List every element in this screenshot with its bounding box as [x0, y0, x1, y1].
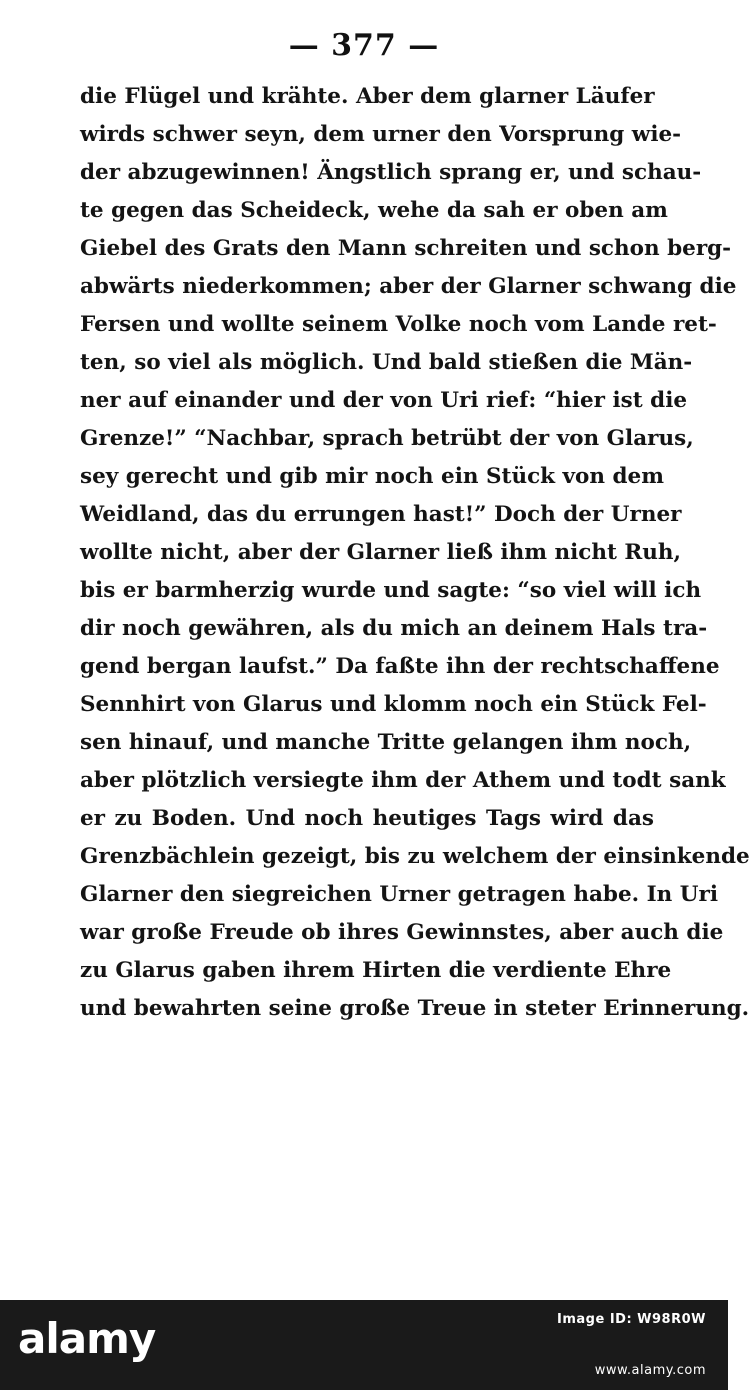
text-line: Fersen und wollte seinem Volke noch vom Lande ret- — [80, 312, 717, 337]
text-line: wollte nicht, aber der Glarner ließ ihm nicht Ruh, — [80, 540, 682, 565]
text-line: die Flügel und krähte. Aber dem glarner Läufer — [80, 84, 655, 109]
text-line: bis er barmherzig wurde und sagte: “so viel will ich — [80, 578, 702, 603]
body-text — [80, 78, 750, 1028]
text-line: Weidland, das du errungen hast!” Doch der Urner — [80, 502, 682, 527]
footer-url: www.alamy.com — [594, 1363, 706, 1378]
watermark-banner — [0, 1300, 728, 1390]
text-line: Giebel des Grats den Mann schreiten und schon berg- — [80, 236, 732, 261]
text-line: war große Freude ob ihres Gewinnstes, aber auch die — [80, 920, 724, 945]
text-line: und bewahrten seine große Treue in steter Erinnerung. — [80, 996, 750, 1021]
text-line: wirds schwer seyn, dem urner den Vorsprung wie- — [80, 122, 682, 147]
text-line: Sennhirt von Glarus und klomm noch ein Stück Fel- — [80, 692, 707, 717]
text-line: dir noch gewähren, als du mich an deinem Hals tra- — [80, 616, 708, 641]
text-line: abwärts niederkommen; aber der Glarner schwang die — [80, 274, 737, 299]
text-line: Glarner den siegreichen Urner getragen habe. In Uri — [80, 882, 719, 907]
text-line: te gegen das Scheideck, wehe da sah er oben am — [80, 198, 668, 223]
text-line: Grenze!” “Nachbar, sprach betrübt der von Glarus, — [80, 426, 694, 451]
text-line: ten, so viel als möglich. Und bald stießen die Män- — [80, 350, 693, 375]
text-line: ner auf einander und der von Uri rief: “hier ist die — [80, 388, 688, 413]
text-line: der abzugewinnen! Ängstlich sprang er, und schau- — [80, 160, 702, 185]
page-number: — 377 — — [288, 28, 440, 63]
text-line: er zu Boden. Und noch heutiges Tags wird das — [80, 806, 654, 831]
text-line: aber plötzlich versiegte ihm der Athem und todt sank — [80, 768, 726, 793]
image-id-label: Image ID: W98R0W — [557, 1312, 706, 1327]
text-line: Grenzbächlein gezeigt, bis zu welchem der einsinkende — [80, 844, 750, 869]
text-line: gend bergan laufst.” Da faßte ihn der rechtschaffene — [80, 654, 720, 679]
text-line: sey gerecht und gib mir noch ein Stück von dem — [80, 464, 664, 489]
text-line: sen hinauf, und manche Tritte gelangen ihm noch, — [80, 730, 692, 755]
alamy-logo: alamy — [18, 1314, 156, 1363]
text-line: zu Glarus gaben ihrem Hirten die verdiente Ehre — [80, 958, 672, 983]
